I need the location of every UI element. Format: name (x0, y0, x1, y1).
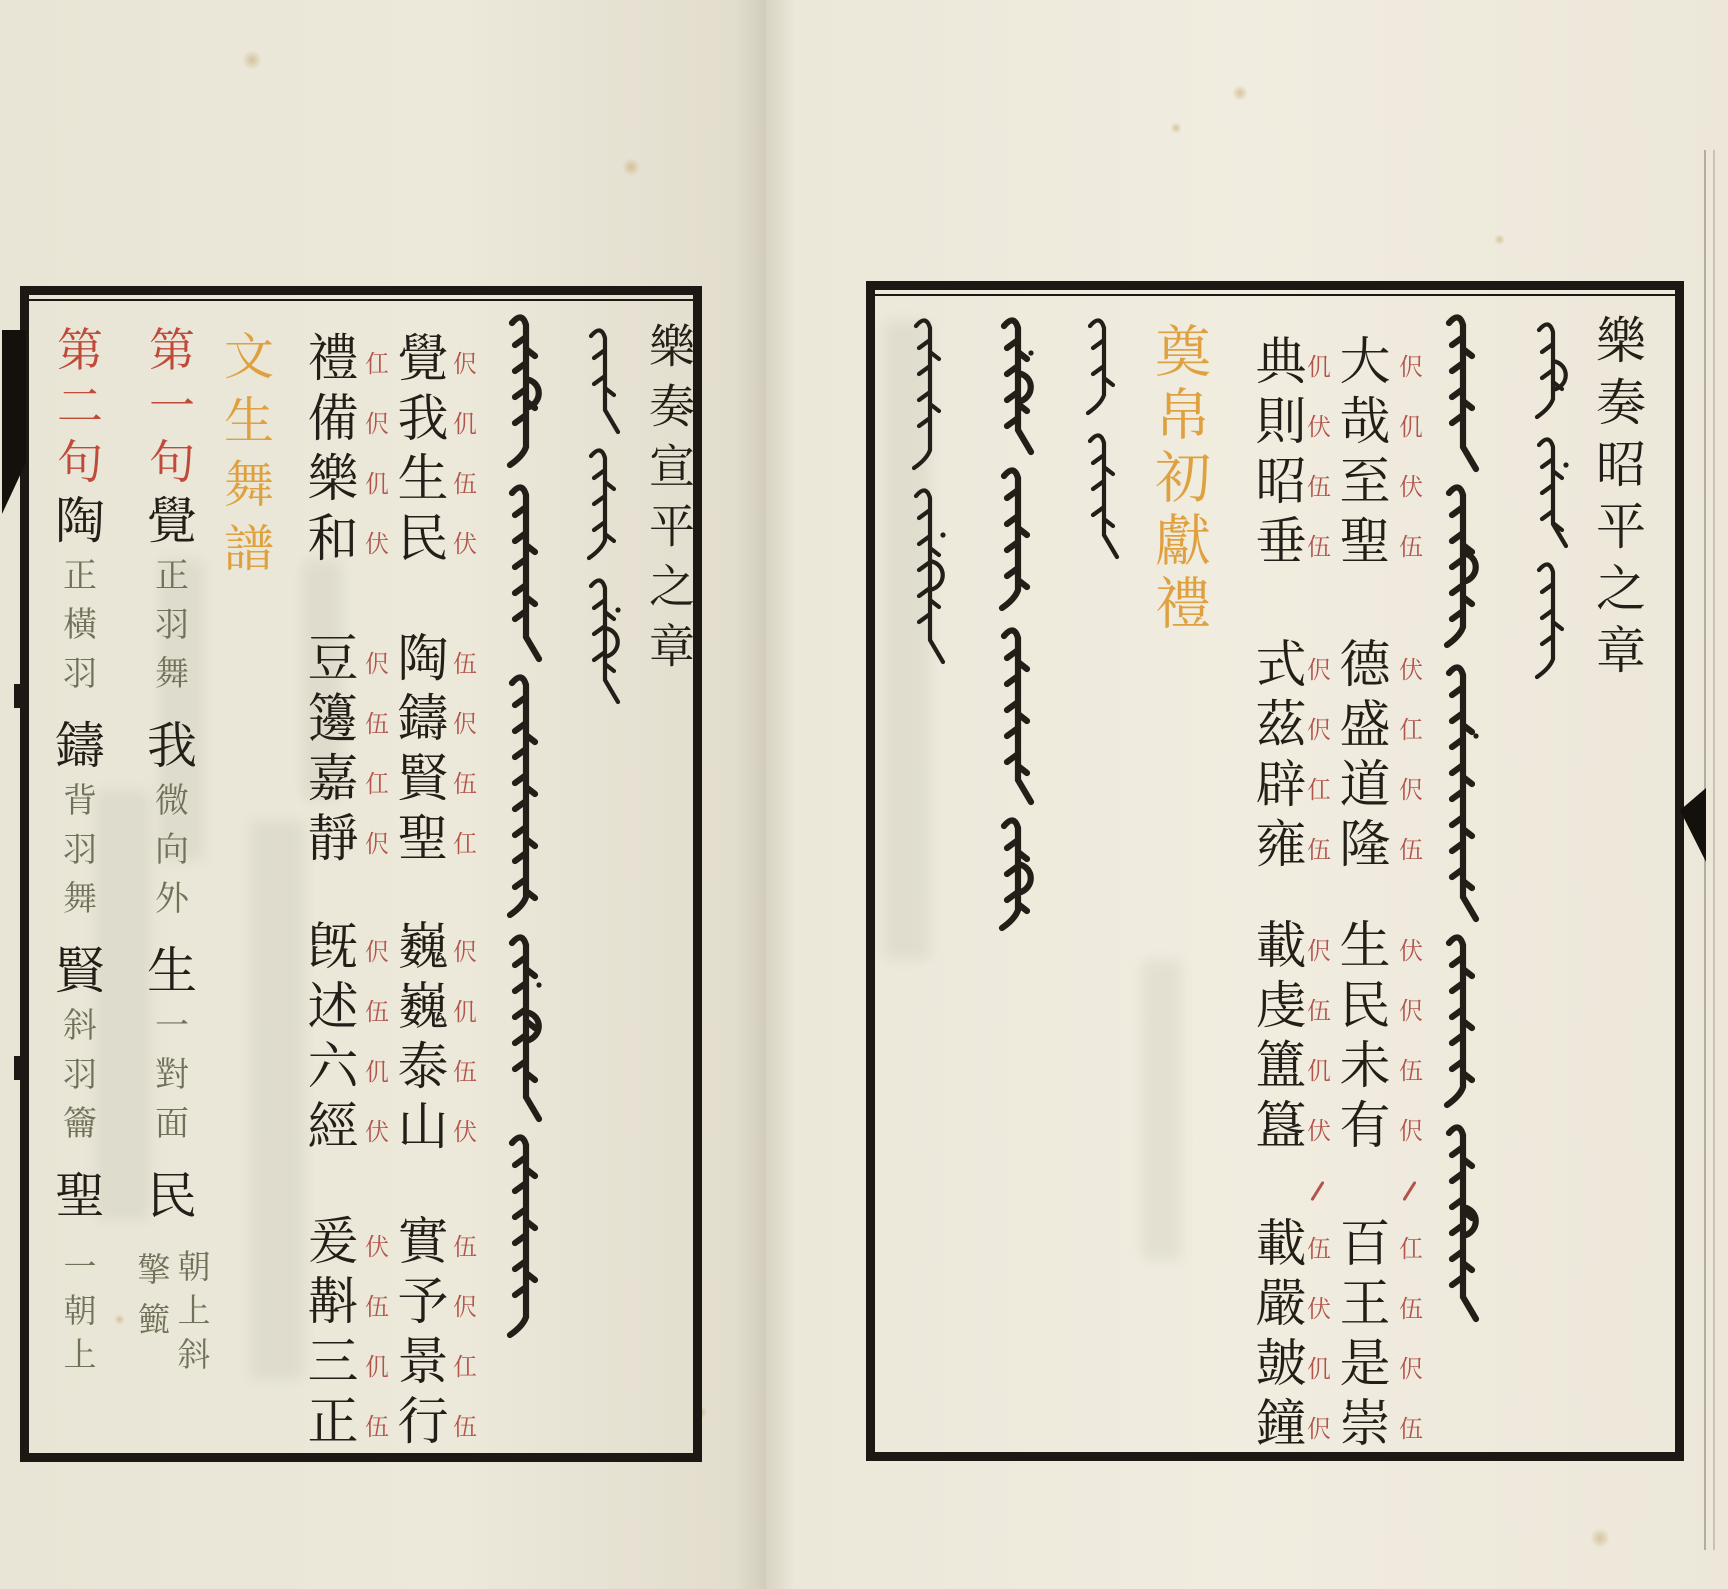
manchu-script-column (1078, 308, 1132, 573)
gongche-note-char: 伬 (453, 1293, 477, 1321)
verse-phrase-column (1334, 636, 1396, 876)
text-char: 賢 (55, 942, 105, 1000)
dance-move-column (176, 1245, 212, 1377)
text-char: 我 (147, 717, 197, 775)
gongche-note-char: 伏 (1307, 413, 1331, 441)
verse-phrase-column (1250, 636, 1312, 876)
text-char: 簠 (1255, 1037, 1307, 1096)
dance-lyric-char (136, 715, 208, 777)
gongche-note-char: 仜 (453, 830, 477, 858)
gongche-note-char: 伍 (1307, 997, 1331, 1025)
dance-lyric-char (136, 1165, 208, 1227)
verse-phrase-column (1334, 333, 1396, 573)
gongche-note-char: 仉 (1307, 353, 1331, 381)
text-char: 六 (307, 1038, 359, 1097)
text-char: 予 (397, 1273, 449, 1332)
text-char: 典 (1255, 333, 1307, 392)
text-char: 第 (149, 323, 195, 377)
gongche-note-char: 仜 (453, 1353, 477, 1381)
text-char: 景 (397, 1333, 449, 1392)
gongche-note-char: 仉 (453, 998, 477, 1026)
text-char: 德 (1339, 636, 1391, 695)
foxing-spot (242, 50, 262, 70)
text-char: 上 (177, 1291, 211, 1330)
gongche-note-char: 伬 (453, 938, 477, 966)
gongche-note-char: 仜 (365, 350, 389, 378)
gongche-note-column (1306, 640, 1332, 880)
text-char: 大 (1339, 333, 1391, 392)
gongche-note-char: 伏 (1399, 937, 1423, 965)
gongche-note-char: 伬 (365, 938, 389, 966)
gongche-note-column (452, 922, 478, 1162)
text-char: 有 (1339, 1097, 1391, 1156)
gongche-note-char: 伬 (1399, 1117, 1423, 1145)
gongche-note-char: 伬 (1307, 656, 1331, 684)
gongche-note-char: 伏 (453, 530, 477, 558)
dance-line-label (136, 322, 208, 490)
gongche-note-char: 伍 (365, 1413, 389, 1441)
gongche-note-column (452, 634, 478, 874)
text-char: 面 (155, 1104, 189, 1144)
text-char: 爰 (307, 1213, 359, 1272)
verse-phrase-column (392, 918, 454, 1158)
verse-phrase-column (1250, 333, 1312, 573)
text-char: 羽 (63, 654, 97, 694)
dance-lyric-char (44, 490, 116, 552)
gongche-note-char: 伍 (365, 1293, 389, 1321)
gongche-note-column (364, 1217, 390, 1457)
gongche-note-char: 伏 (365, 530, 389, 558)
text-char: 昭 (1255, 453, 1307, 512)
gongche-note-char: 伬 (365, 650, 389, 678)
gongche-note-char: 伬 (453, 710, 477, 738)
text-char: 羽 (63, 1055, 97, 1095)
gongche-note-char: 伍 (365, 998, 389, 1026)
gongche-note-char: 伍 (1399, 1295, 1423, 1323)
left-margin-mark (14, 1056, 23, 1080)
text-char: 隆 (1339, 816, 1391, 875)
text-char: 朝 (63, 1291, 97, 1330)
text-char: 鑄 (55, 717, 105, 775)
text-char: 盛 (1339, 696, 1391, 755)
foxing-spot (1170, 122, 1182, 134)
text-char: 未 (1339, 1037, 1391, 1096)
gongche-note-char: 伬 (1399, 997, 1423, 1025)
left-margin-mark (14, 684, 23, 708)
verse-phrase-column (1250, 1215, 1312, 1455)
text-char: 斠 (307, 1273, 359, 1332)
text-char: 聖 (55, 1167, 105, 1225)
text-char: 泰 (397, 1038, 449, 1097)
text-char: 山 (397, 1098, 449, 1157)
text-char: 生 (147, 942, 197, 1000)
text-char: 皷 (1255, 1335, 1307, 1394)
gongche-note-char: 伍 (1399, 1057, 1423, 1085)
verse-phrase-column (392, 630, 454, 870)
gongche-note-char: 伍 (1307, 533, 1331, 561)
manchu-script-column (492, 305, 562, 1355)
right-page-rubric-offering: 奠帛初獻禮 (1146, 322, 1211, 637)
gongche-note-column (1306, 337, 1332, 577)
gongche-note-column (452, 1217, 478, 1457)
gongche-note-char: 伏 (1399, 656, 1423, 684)
text-char: 經 (307, 1098, 359, 1157)
text-char: 行 (397, 1393, 449, 1452)
gongche-note-char: 伍 (1307, 836, 1331, 864)
gongche-note-char: 伏 (365, 1233, 389, 1261)
gongche-note-char: 伍 (453, 1233, 477, 1261)
gongche-note-char: 仉 (1307, 1057, 1331, 1085)
dance-lyric-char (44, 1165, 116, 1227)
text-char: 鐘 (1255, 1395, 1307, 1454)
text-char: 一 (155, 1006, 189, 1046)
text-char: 述 (307, 978, 359, 1037)
text-char: 垂 (1255, 513, 1307, 572)
dance-lyric-char (44, 940, 116, 1002)
dance-move-side-column (134, 1245, 174, 1345)
text-char: 禮 (307, 330, 359, 389)
gongche-note-char: 伬 (1399, 776, 1423, 804)
text-char: 則 (1255, 393, 1307, 452)
left-page-rubric-dance-score: 文生舞譜 (216, 330, 274, 586)
text-char: 二 (57, 379, 103, 433)
dance-move-column (136, 777, 208, 924)
text-char: 賢 (397, 750, 449, 809)
text-char: 聖 (1339, 513, 1391, 572)
gongche-note-char: 伍 (1307, 1235, 1331, 1263)
text-char: 實 (397, 1213, 449, 1272)
dance-lyric-char (136, 490, 208, 552)
gongche-note-char: 伬 (1307, 1415, 1331, 1443)
gongche-note-column (364, 334, 390, 574)
verse-phrase-column (302, 330, 364, 570)
text-char: 王 (1339, 1275, 1391, 1334)
gongche-note-column (364, 922, 390, 1162)
text-char: 豆 (307, 630, 359, 689)
gongche-note-char: 伏 (1399, 473, 1423, 501)
gongche-note-char: 仉 (453, 410, 477, 438)
dance-lyric-char (136, 940, 208, 1002)
text-char: 籈 (137, 1300, 171, 1339)
text-char: 第 (57, 323, 103, 377)
text-char: 對 (155, 1055, 189, 1095)
text-char: 背 (63, 781, 97, 821)
dance-move-column (44, 1002, 116, 1149)
verse-phrase-column (302, 1213, 364, 1453)
manchu-script-column (1526, 312, 1582, 697)
text-char: 雍 (1255, 816, 1307, 875)
text-char: 嘉 (307, 750, 359, 809)
text-char: 旣 (307, 918, 359, 977)
text-char: 一 (149, 379, 195, 433)
text-char: 生 (1339, 917, 1391, 976)
gongche-note-char: 仉 (365, 1353, 389, 1381)
verse-phrase-column (302, 918, 364, 1158)
verse-phrase-column (392, 330, 454, 570)
text-char: 正 (155, 556, 189, 596)
text-char: 句 (149, 435, 195, 489)
text-char: 民 (397, 510, 449, 569)
verse-phrase-column (1334, 1215, 1396, 1455)
foxing-spot (1590, 1528, 1610, 1548)
text-char: 羽 (63, 830, 97, 870)
gongche-note-column (364, 634, 390, 874)
text-char: 百 (1339, 1215, 1391, 1274)
gongche-note-column (1398, 640, 1424, 880)
gongche-note-char: 伍 (453, 1413, 477, 1441)
text-char: 斜 (177, 1335, 211, 1374)
gongche-note-column (452, 334, 478, 574)
gongche-note-char: 伏 (1307, 1117, 1331, 1145)
text-char: 至 (1339, 453, 1391, 512)
gongche-note-char: 伍 (1307, 473, 1331, 501)
text-char: 朝 (177, 1247, 211, 1286)
gongche-note-char: 伬 (365, 830, 389, 858)
text-char: 道 (1339, 756, 1391, 815)
gongche-note-char: 仉 (1399, 413, 1423, 441)
text-char: 擎 (137, 1250, 171, 1289)
text-char: 我 (397, 390, 449, 449)
text-char: 橫 (63, 605, 97, 645)
text-char: 上 (63, 1335, 97, 1374)
manchu-script-column (1428, 305, 1500, 1335)
gongche-note-char: 伍 (365, 710, 389, 738)
text-char: 嚴 (1255, 1275, 1307, 1334)
text-char: 正 (307, 1393, 359, 1452)
gongche-note-column (1306, 1219, 1332, 1459)
verse-phrase-column (392, 1213, 454, 1453)
dance-move-column (136, 552, 208, 699)
gongche-note-char: 仜 (1399, 1235, 1423, 1263)
dance-move-column (44, 777, 116, 924)
gongche-note-char: 伏 (365, 1118, 389, 1146)
gongche-note-char: 伬 (1399, 353, 1423, 381)
foxing-spot (1494, 234, 1505, 245)
text-char: 民 (147, 1167, 197, 1225)
text-char: 簋 (1255, 1097, 1307, 1156)
gongche-note-char: 伏 (453, 1118, 477, 1146)
gongche-note-char: 仉 (365, 1058, 389, 1086)
text-char: 生 (397, 450, 449, 509)
gongche-note-char: 伍 (453, 470, 477, 498)
gongche-note-char: 伍 (1399, 533, 1423, 561)
text-char: 一 (63, 1247, 97, 1286)
gongche-note-char: 仉 (1307, 1355, 1331, 1383)
text-char: 載 (1255, 1215, 1307, 1274)
gongche-note-char: 伬 (1307, 937, 1331, 965)
gongche-note-char: 伬 (1307, 716, 1331, 744)
text-char: 巍 (397, 918, 449, 977)
foxing-spot (622, 158, 640, 176)
text-char: 樂 (307, 450, 359, 509)
text-char: 三 (307, 1333, 359, 1392)
text-char: 句 (57, 435, 103, 489)
gongche-note-char: 伍 (453, 770, 477, 798)
left-page-title: 樂奏宣平之章 (642, 322, 696, 682)
foxing-spot (1232, 85, 1248, 101)
right-page-title: 樂奏昭平之章 (1588, 314, 1646, 686)
text-char: 羽 (155, 605, 189, 645)
manchu-script-column (902, 308, 960, 678)
manchu-script-column (988, 308, 1050, 948)
text-char: 哉 (1339, 393, 1391, 452)
text-char: 崇 (1339, 1395, 1391, 1454)
gongche-note-column (1398, 1219, 1424, 1459)
text-char: 載 (1255, 917, 1307, 976)
text-char: 微 (155, 781, 189, 821)
text-char: 靜 (307, 810, 359, 869)
text-char: 籩 (307, 690, 359, 749)
text-char: 陶 (55, 492, 105, 550)
text-char: 備 (307, 390, 359, 449)
gongche-note-char: 伬 (1399, 1355, 1423, 1383)
text-char: 民 (1339, 977, 1391, 1036)
gongche-note-char: 伍 (453, 650, 477, 678)
gongche-note-char: 伍 (1399, 836, 1423, 864)
dance-move-column (58, 1245, 102, 1377)
text-char: 舞 (155, 654, 189, 694)
gongche-note-char: 仜 (1307, 776, 1331, 804)
text-char: 舞 (63, 879, 97, 919)
text-char: 是 (1339, 1335, 1391, 1394)
text-char: 斜 (63, 1006, 97, 1046)
gongche-note-column (1306, 921, 1332, 1161)
text-char: 覺 (397, 330, 449, 389)
text-char: 正 (63, 556, 97, 596)
gongche-note-char: 仜 (365, 770, 389, 798)
verse-phrase-column (1250, 917, 1312, 1157)
page-fold-line (1713, 150, 1715, 1550)
dance-move-column (44, 552, 116, 699)
gongche-note-column (1398, 921, 1424, 1161)
dance-line-label (44, 322, 116, 490)
text-char: 向 (155, 830, 189, 870)
text-char: 籥 (63, 1104, 97, 1144)
verse-phrase-column (302, 630, 364, 870)
text-char: 鑄 (397, 690, 449, 749)
text-char: 辟 (1255, 756, 1307, 815)
text-char: 聖 (397, 810, 449, 869)
text-char: 外 (155, 879, 189, 919)
dance-lyric-char (44, 715, 116, 777)
gongche-note-char: 仜 (1399, 716, 1423, 744)
gongche-note-char: 伏 (1307, 1295, 1331, 1323)
gongche-note-char: 仉 (365, 470, 389, 498)
text-char: 和 (307, 510, 359, 569)
text-char: 巍 (397, 978, 449, 1037)
text-char: 虔 (1255, 977, 1307, 1036)
verse-phrase-column (1334, 917, 1396, 1157)
dance-move-column (136, 1002, 208, 1149)
gongche-note-char: 伬 (453, 350, 477, 378)
text-char: 覺 (147, 492, 197, 550)
text-char: 茲 (1255, 696, 1307, 755)
manchu-script-column (580, 318, 632, 718)
gongche-note-column (1398, 337, 1424, 577)
text-char: 式 (1255, 636, 1307, 695)
gongche-note-char: 伍 (1399, 1415, 1423, 1443)
text-char: 陶 (397, 630, 449, 689)
gongche-note-char: 伍 (453, 1058, 477, 1086)
gongche-note-char: 伬 (365, 410, 389, 438)
